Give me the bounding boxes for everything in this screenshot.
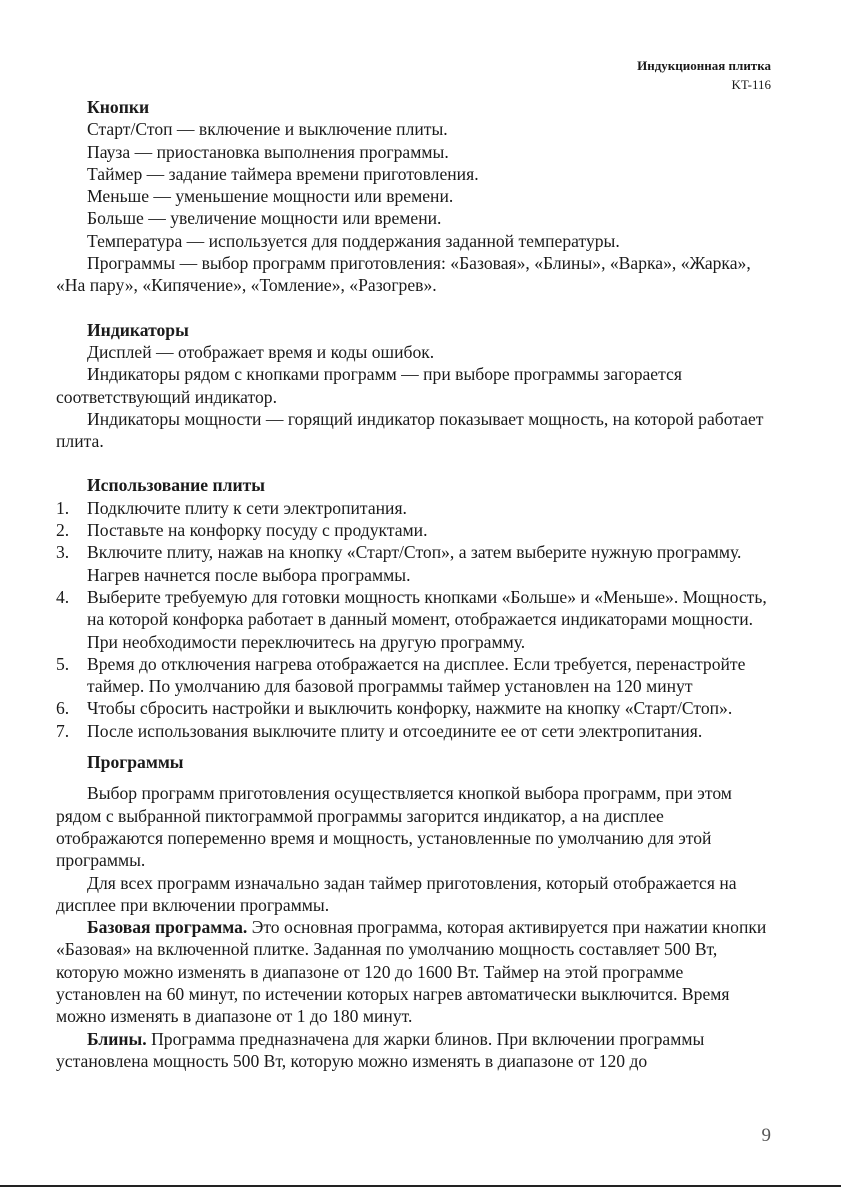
buttons-item: Старт/Стоп — включение и выключение плиты. xyxy=(87,119,448,140)
buttons-item: Меньше — уменьшение мощности или времени. xyxy=(87,186,454,207)
step-text: После использования выключите плиту и отсоедините ее от сети электропитания. xyxy=(87,720,703,741)
step-number: 3. xyxy=(56,542,70,563)
step-number: 7. xyxy=(56,720,70,741)
step-number: 4. xyxy=(56,586,70,607)
usage-step xyxy=(56,497,772,519)
header-title: Индукционная плитка xyxy=(637,58,771,73)
buttons-item: Пауза — приостановка выполнения программы. xyxy=(87,141,449,162)
step-number: 2. xyxy=(56,520,70,541)
buttons-item: Таймер — задание таймера времени приготовления. xyxy=(87,163,479,184)
step-text: Время до отключения нагрева отображается на дисплее. Если требуется, перенастройте таймер. По умолчанию для базовой программы таймер установлен на 120 минут xyxy=(87,653,746,697)
usage-step xyxy=(56,541,772,586)
bottom-rule xyxy=(0,1185,841,1187)
usage-step xyxy=(56,720,772,742)
base-program-paragraph xyxy=(56,916,772,1027)
indicators-item: Дисплей — отображает время и коды ошибок. xyxy=(87,341,435,362)
indicators-item: Индикаторы мощности — горящий индикатор показывает мощность, на которой работает плита. xyxy=(56,408,764,452)
buttons-item: Программы — выбор программ приготовления: «Базовая», «Блины», «Варка», «Жарка», «На пару», «Кипячение», «Томление», «Разогрев». xyxy=(56,253,751,296)
step-text: Включите плиту, нажав на кнопку «Старт/Стоп», а затем выберите нужную программу. Нагрев начнется после выбора программы. xyxy=(87,542,742,585)
page-number: 9 xyxy=(761,1125,771,1146)
running-header xyxy=(637,56,771,94)
step-number: 6. xyxy=(56,698,70,719)
programs-heading: Программы xyxy=(87,752,184,773)
step-text: Подключите плиту к сети электропитания. xyxy=(87,497,407,518)
usage-steps xyxy=(56,497,772,742)
step-number: 5. xyxy=(56,653,70,674)
page-content xyxy=(56,96,772,1072)
base-program-label: Базовая программа. xyxy=(87,917,248,938)
pancake-program-text: Программа предназначена для жарки блинов. При включении программы установлена мощность 500 Вт, которую можно изменять в диапазоне от 120 до xyxy=(56,1028,705,1071)
usage-step xyxy=(56,653,772,698)
pancake-program-label: Блины. xyxy=(87,1028,147,1049)
step-text: Чтобы сбросить настройки и выключить конфорку, нажмите на кнопку «Старт/Стоп». xyxy=(87,698,733,719)
pancake-program-paragraph xyxy=(56,1028,772,1073)
base-program-text: Это основная программа, которая активируется при нажатии кнопки «Базовая» на включенной плитке. Заданная по умолчанию мощность составляет 500 Вт, которую можно изменять в диапазоне от 120 до 1600 Вт. Таймер на этой программе установлен на 60 минут, по истечении которых нагрев автоматически выключится. Время можно изменять в диапазоне от 1 до 180 минут. xyxy=(56,917,767,1027)
usage-heading: Использование плиты xyxy=(87,475,265,496)
step-text: Поставьте на конфорку посуду с продуктами. xyxy=(87,520,428,541)
usage-step xyxy=(56,586,772,653)
header-model: KT-116 xyxy=(731,77,771,92)
programs-paragraph: Выбор программ приготовления осуществляется кнопкой выбора программ, при этом рядом с выбранной пиктограммой программы загорится индикатор, а на дисплее отображаются попеременно время и мощность, установленные по умолчанию для этой программы. xyxy=(56,783,732,871)
usage-step xyxy=(56,519,772,541)
buttons-item: Больше — увеличение мощности или времени. xyxy=(87,208,442,229)
indicators-item: Индикаторы рядом с кнопками программ — при выборе программы загорается соответствующий индикатор. xyxy=(56,364,682,407)
step-text: Выберите требуемую для готовки мощность кнопками «Больше» и «Меньше». Мощность, на которой конфорка работает в данный момент, отображается индикаторами мощности. При необходимости переключитесь на другую программу. xyxy=(87,586,767,652)
step-number: 1. xyxy=(56,497,70,518)
buttons-heading: Кнопки xyxy=(87,97,150,117)
programs-paragraph: Для всех программ изначально задан таймер приготовления, который отображается на дисплее при включении программы. xyxy=(56,872,737,915)
usage-step xyxy=(56,697,772,719)
indicators-heading: Индикаторы xyxy=(87,319,189,340)
buttons-item: Температура — используется для поддержания заданной температуры. xyxy=(87,230,620,251)
